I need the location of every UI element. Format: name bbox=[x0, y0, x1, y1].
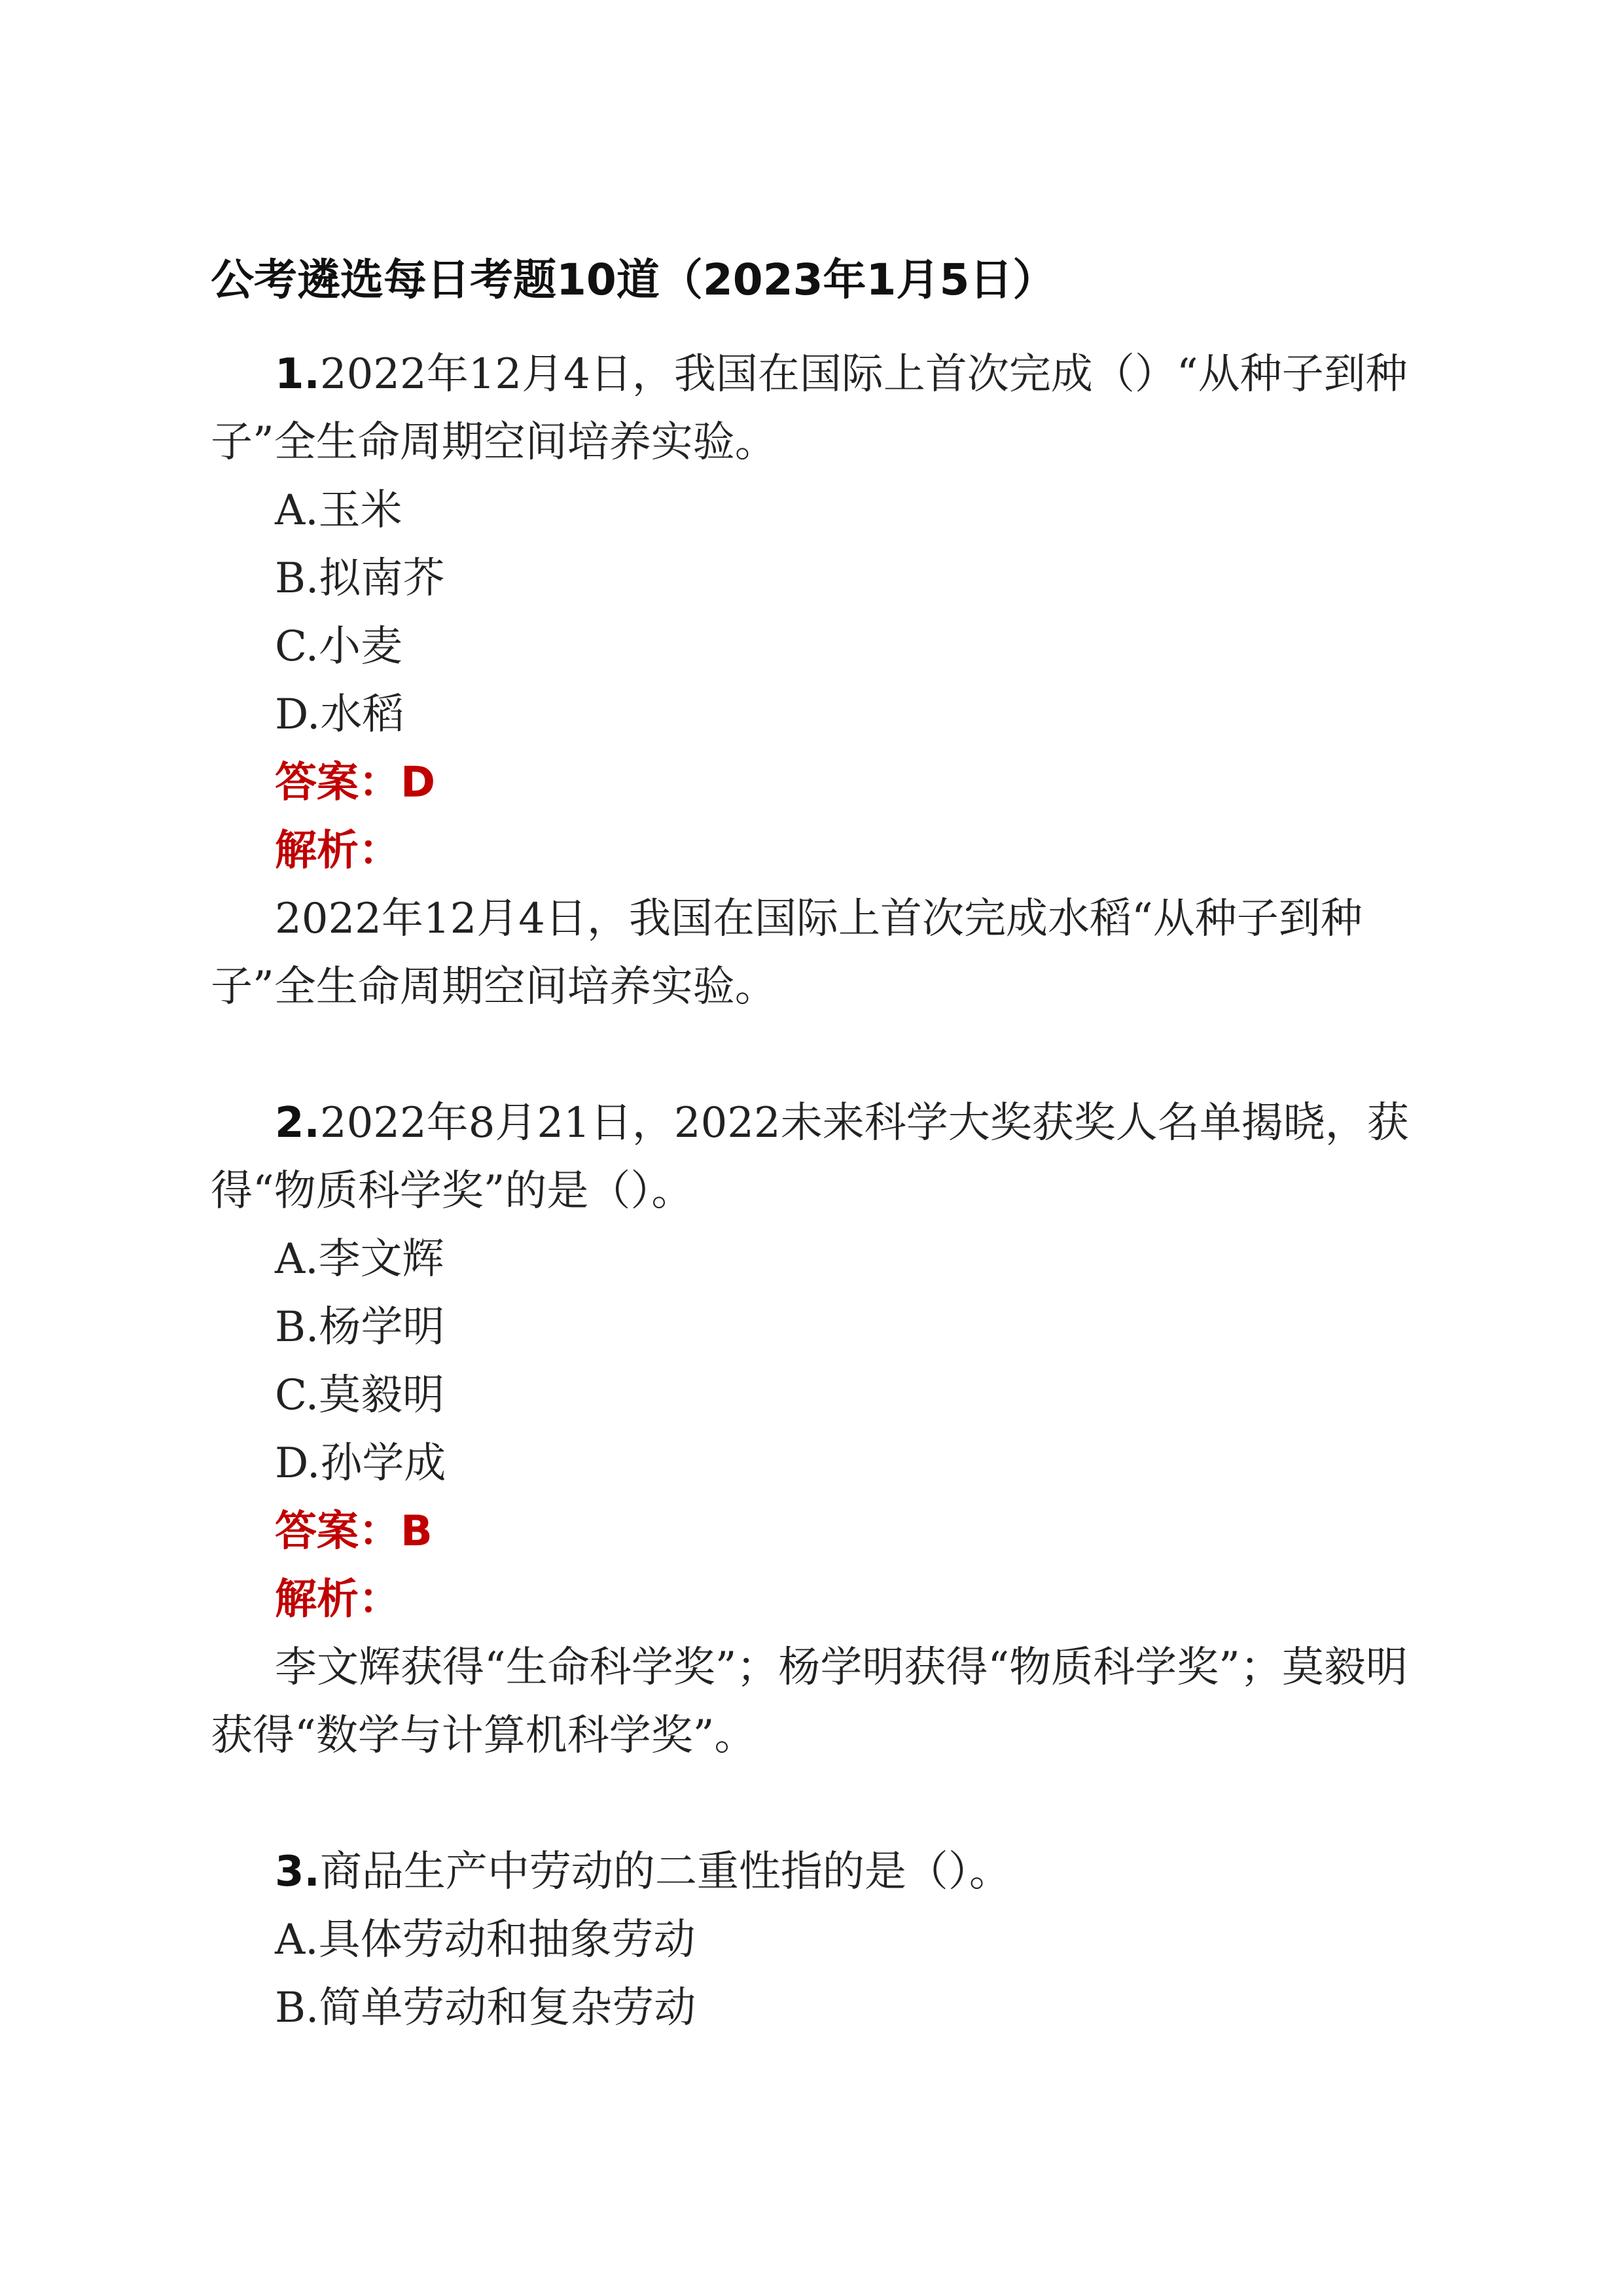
question-text: 2022年12月4日，我国在国际上首次完成（）“从种子到种子”全生命周期空间培养实验。 bbox=[211, 350, 1408, 467]
question-1 bbox=[211, 340, 1438, 1021]
page-title: 公考遴选每日考题10道（2023年1月5日） bbox=[211, 255, 1056, 305]
question-number: 3. bbox=[275, 1848, 320, 1896]
option-a: A.李文辉 bbox=[275, 1235, 444, 1283]
option-b: B.杨学明 bbox=[275, 1303, 445, 1352]
option-d: D.孙学成 bbox=[275, 1439, 446, 1488]
question-stem bbox=[211, 1089, 1438, 1225]
question-stem bbox=[211, 1838, 1438, 1906]
answer-line: 答案：B bbox=[275, 1507, 433, 1556]
option-c: C.小麦 bbox=[275, 622, 403, 671]
question-number: 1. bbox=[275, 350, 320, 399]
document-body bbox=[211, 249, 1438, 2042]
question-3 bbox=[211, 1838, 1438, 2042]
option-list bbox=[211, 1225, 1438, 1498]
question-number: 2. bbox=[275, 1099, 320, 1147]
option-b: B.拟南芥 bbox=[275, 554, 445, 603]
question-text: 商品生产中劳动的二重性指的是（）。 bbox=[319, 1848, 1011, 1896]
option-list bbox=[211, 1906, 1438, 2042]
analysis-label: 解析： bbox=[275, 1575, 401, 1624]
question-2 bbox=[211, 1089, 1438, 1770]
option-c: C.莫毅明 bbox=[275, 1371, 445, 1420]
analysis-text: 李文辉获得“生命科学奖”；杨学明获得“物质科学奖”；莫毅明获得“数学与计算机科学奖”。 bbox=[211, 1643, 1408, 1760]
option-a: A.具体劳动和抽象劳动 bbox=[275, 1916, 696, 1964]
analysis-text: 2022年12月4日，我国在国际上首次完成水稻“从种子到种子”全生命周期空间培养实验。 bbox=[211, 895, 1363, 1011]
question-text: 2022年8月21日，2022未来科学大奖获奖人名单揭晓，获得“物质科学奖”的是（）。 bbox=[211, 1099, 1409, 1215]
option-b: B.简单劳动和复杂劳动 bbox=[275, 1984, 696, 2032]
option-d: D.水稻 bbox=[275, 691, 404, 739]
question-stem bbox=[211, 340, 1438, 476]
option-a: A.玉米 bbox=[275, 486, 402, 535]
analysis-label: 解析： bbox=[275, 827, 401, 875]
answer-line: 答案：D bbox=[275, 759, 436, 807]
option-list bbox=[211, 476, 1438, 749]
